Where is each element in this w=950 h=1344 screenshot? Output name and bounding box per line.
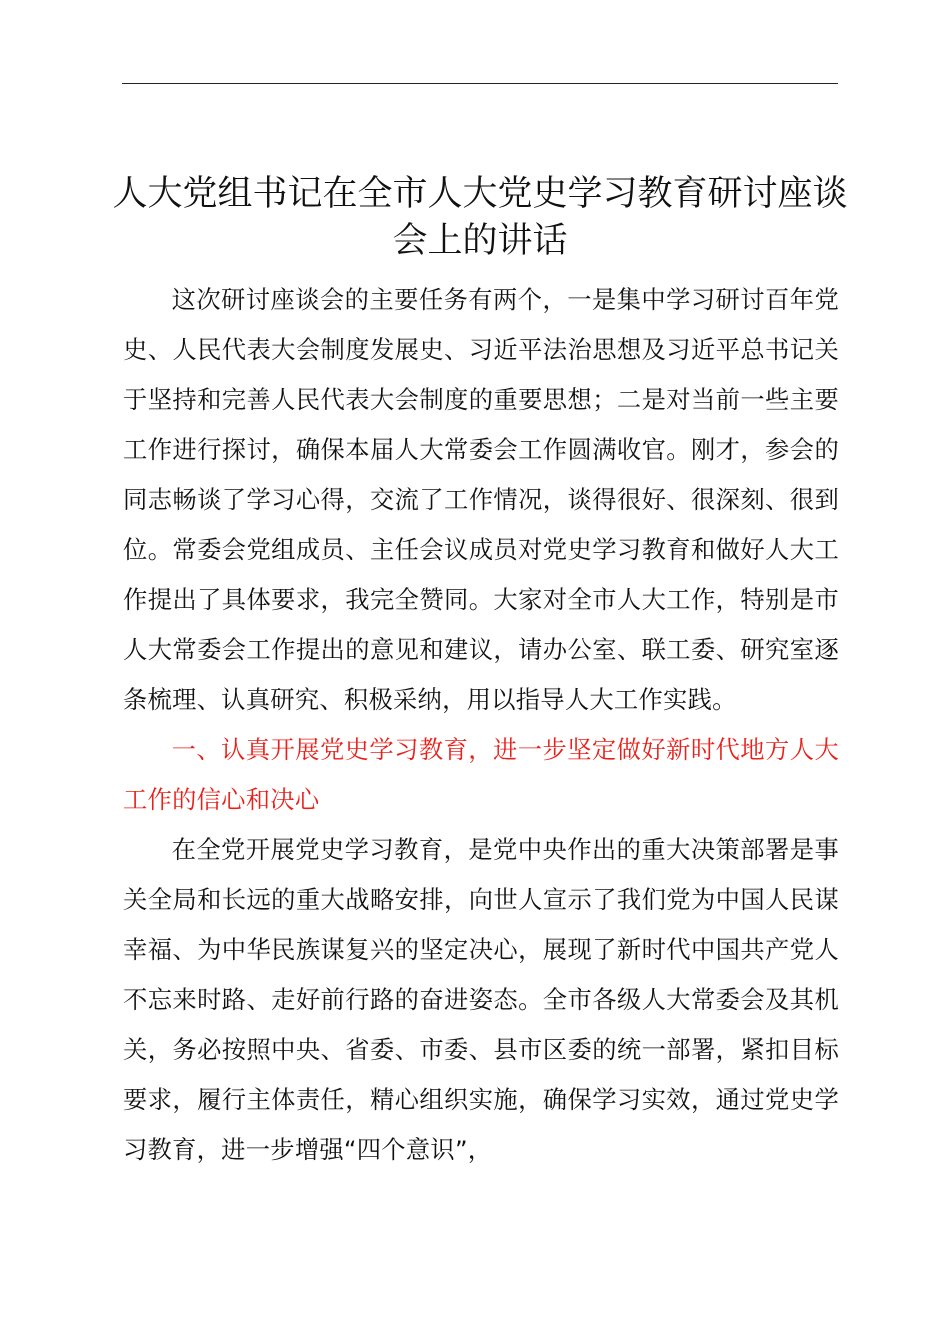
document-body bbox=[123, 275, 839, 1175]
section-heading: 一、认真开展党史学习教育，进一步坚定做好新时代地方人大工作的信心和决心 bbox=[123, 735, 839, 814]
header-rule bbox=[122, 83, 838, 84]
section-paragraph: 在全党开展党史学习教育，是党中央作出的重大决策部署是事关全局和长远的重大战略安排，向世人宣示了我们党为中国人民谋幸福、为中华民族谋复兴的坚定决心，展现了新时代中国共产党人不忘来时路、走好前行路的奋进姿态。全市各级人大常委会及其机关，务必按照中央、省委、市委、县市区委的统一部署，紧扣目标要求，履行主体责任，精心组织实施，确保学习实效，通过党史学习教育，进一步增强“四个意识”， bbox=[123, 835, 839, 1164]
document-title: 人大党组书记在全市人大党史学习教育研讨座谈会上的讲话 bbox=[112, 174, 848, 262]
intro-paragraph: 这次研讨座谈会的主要任务有两个，一是集中学习研讨百年党史、人民代表大会制度发展史、习近平法治思想及习近平总书记关于坚持和完善人民代表大会制度的重要思想；二是对当前一些主要工作进行探讨，确保本届人大常委会工作圆满收官。刚才，参会的同志畅谈了学习心得，交流了工作情况，谈得很好、很深刻、很到位。常委会党组成员、主任会议成员对党史学习教育和做好人大工作提出了具体要求，我完全赞同。大家对全市人大工作，特别是市人大常委会工作提出的意见和建议，请办公室、联工委、研究室逐条梳理、认真研究、积极采纳，用以指导人大工作实践。 bbox=[123, 285, 839, 714]
